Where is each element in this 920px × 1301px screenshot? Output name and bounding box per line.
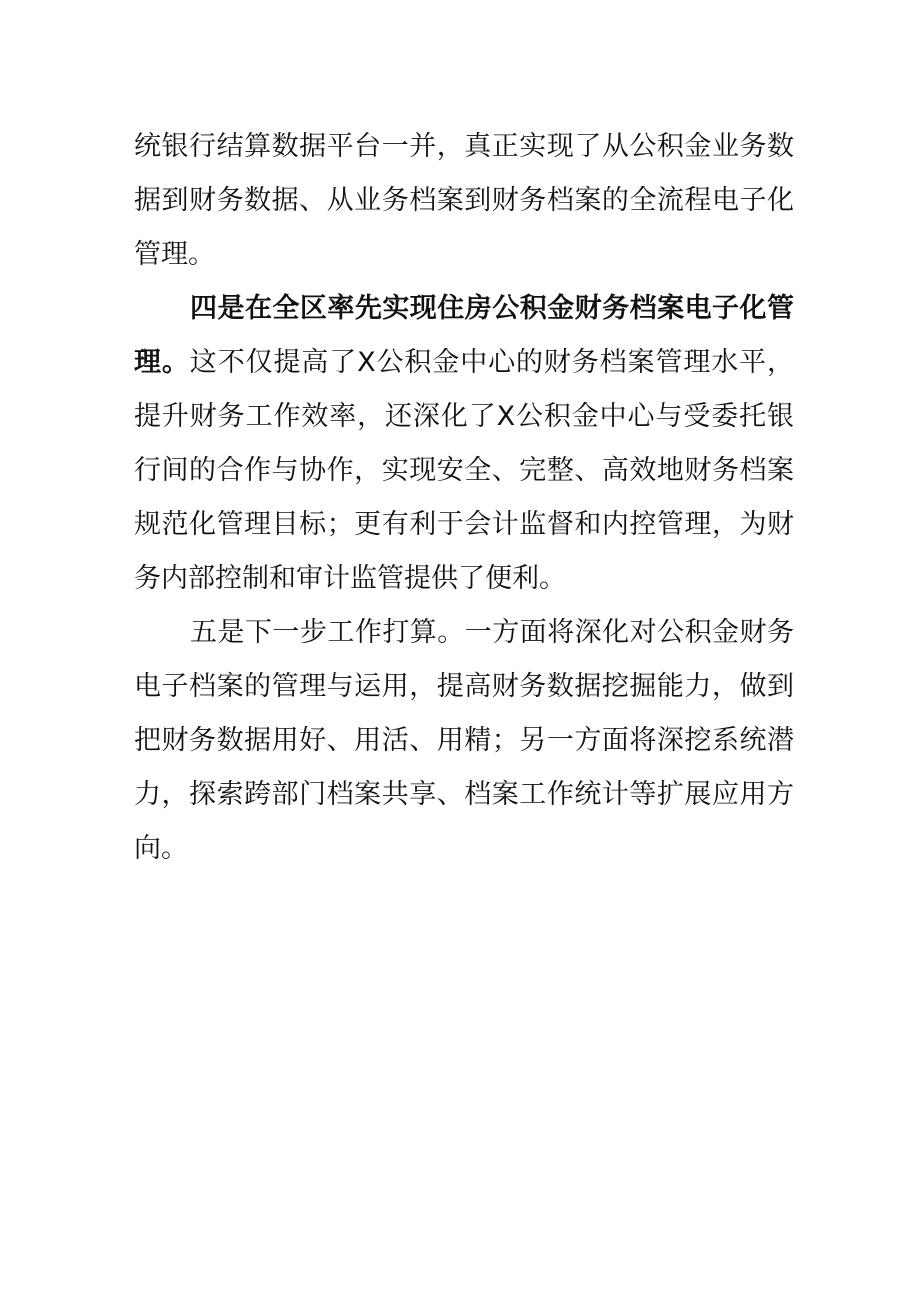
paragraph-heading: 四是在全区率先实现住房公积金财务档案电子化管理。 [134, 293, 794, 378]
paragraph-text: 五是下一步工作打算。一方面将深化对公积金财务电子档案的管理与运用，提高财务数据挖掘能力，做到把财务数据用好、用活、用精；另一方面将深挖系统潜力，探索跨部门档案共享、档案工作统计等扩展应用方向。 [134, 617, 794, 864]
paragraph-continuation [134, 120, 794, 282]
paragraph-text: 这不仅提高了X公积金中心的财务档案管理水平，提升财务工作效率，还深化了X公积金中心与受委托银行间的合作与协作，实现安全、完整、高效地财务档案规范化管理目标；更有利于会计监督和内控管理，为财务内部控制和审计监管提供了便利。 [134, 347, 795, 594]
document-page [134, 120, 794, 876]
paragraph-point-four [134, 282, 794, 606]
paragraph-text: 统银行结算数据平台一并，真正实现了从公积金业务数据到财务数据、从业务档案到财务档案的全流程电子化管理。 [134, 131, 794, 270]
paragraph-point-five [134, 606, 794, 876]
